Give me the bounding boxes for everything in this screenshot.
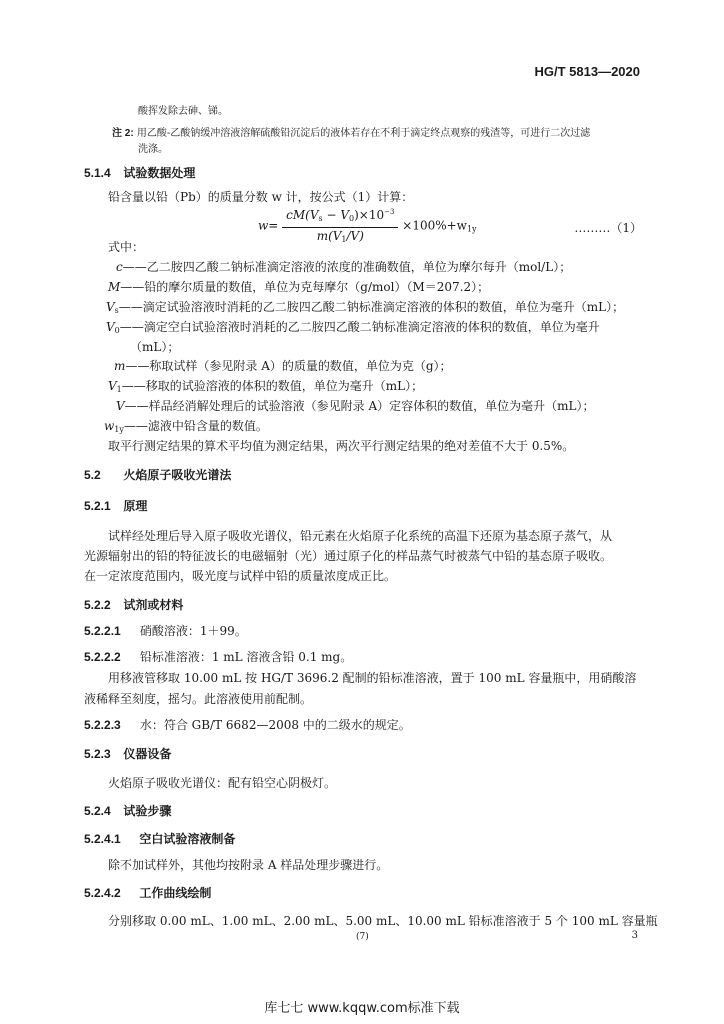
formula-fraction	[282, 204, 398, 248]
note2-line1	[112, 124, 590, 139]
download-watermark: 库七七 www.kqqw.com标准下载	[264, 1001, 460, 1016]
section-number: 5.2.2	[84, 598, 111, 612]
lead-intro: 铅含量以铅（Pb）的质量分数 w 计，按公式（1）计算：	[108, 190, 414, 204]
section-title: 原理	[123, 499, 148, 513]
var-m	[114, 357, 452, 374]
var-w1y	[104, 417, 268, 434]
item-text: 铅标准溶液：1 mL 溶液含铅 0.1 mg。	[139, 650, 353, 664]
var-V1	[108, 377, 423, 394]
item-5-2-2-1	[84, 622, 247, 639]
var-symbol: V	[106, 320, 115, 334]
page-number-right: 3	[631, 930, 638, 941]
var-V	[116, 397, 595, 414]
item-5-2-2-2-para1: 用移液管移取 10.00 mL 按 HG/T 3696.2 配制的铅标准溶液，置于 100 mL 容量瓶中，用硝酸溶	[108, 671, 637, 685]
var-symbol: w	[104, 419, 115, 433]
var-symbol: V	[108, 379, 117, 393]
var-M	[108, 278, 489, 295]
note2-line2: 洗涤。	[138, 144, 168, 155]
formula-denominator	[282, 228, 398, 248]
section-number: 5.1.4	[84, 166, 111, 180]
section-5-2-1-heading	[84, 497, 147, 514]
var-desc: ——滴定空白试验溶液时消耗的乙二胺四乙酸二钠标准滴定溶液的体积的数值，单位为毫升	[119, 320, 600, 334]
var-sub: 0	[114, 326, 120, 335]
formula-number: ………（1）	[574, 221, 642, 235]
var-desc: ——滤液中铅含量的数值。	[123, 419, 268, 433]
page-number-center: (7)	[356, 932, 369, 942]
var-V0	[106, 318, 600, 335]
formula-eq: =	[268, 218, 279, 233]
den-part-b: /V)	[346, 229, 364, 243]
section-number: 5.2.4	[84, 804, 111, 818]
var-c	[116, 258, 571, 275]
item-number: 5.2.2.3	[84, 718, 121, 732]
den-sub-1: 1	[341, 235, 347, 244]
section-title: 工作曲线绘制	[139, 886, 212, 900]
principle-line1: 试样经处理后导入原子吸收光谱仪，铅元素在火焰原子化系统的高温下还原为基态原子蒸气，从	[108, 529, 613, 543]
var-Vs	[106, 298, 624, 315]
principle-line3: 在一定浓度范围内，吸光度与试样中铅的质量浓度成正比。	[84, 569, 397, 583]
section-5-2-4-1-heading	[84, 830, 235, 847]
item-number: 5.2.2.1	[84, 624, 121, 638]
section-number: 5.2.4.2	[84, 886, 121, 900]
formula-1	[258, 204, 477, 248]
blank-prep-text: 除不加试样外，其他均按附录 A 样品处理步骤进行。	[108, 858, 389, 872]
where-label: 式中：	[108, 240, 145, 254]
section-5-2-3-heading	[84, 745, 171, 762]
document-code: HG/T 5813—2020	[534, 64, 640, 79]
var-symbol: V	[106, 300, 115, 314]
note1-tail: 酸挥发除去砷、锑。	[138, 106, 228, 117]
instrument-text: 火焰原子吸收光谱仪：配有铅空心阴极灯。	[108, 776, 337, 790]
formula-numerator	[282, 204, 398, 228]
item-text: 水：符合 GB/T 6682—2008 中的二级水的规定。	[139, 718, 411, 732]
principle-line2: 光源辐射出的铅的特征波长的电磁辐射（光）通过原子化的样品蒸气时被蒸气中铅的基态原子吸收。	[84, 549, 613, 563]
var-desc: ——滴定试验溶液时消耗的乙二胺四乙酸二钠标准滴定溶液的体积的数值，单位为毫升（mL）；	[118, 300, 625, 314]
item-text: 硝酸溶液：1＋99。	[139, 624, 247, 638]
section-title: 仪器设备	[123, 747, 172, 761]
section-number: 5.2.3	[84, 747, 111, 761]
var-desc: ——乙二胺四乙酸二钠标准滴定溶液的浓度的准确数值，单位为摩尔每升（mol/L）；	[122, 260, 572, 274]
num-sub-s: s	[318, 214, 323, 223]
num-part-a: cM(V	[286, 208, 319, 222]
note2-text: 用乙酸-乙酸钠缓冲溶液溶解硫酸铅沉淀后的液体若存在不利于滴定终点观察的残渣等，可进行二次过滤	[136, 128, 591, 139]
var-symbol: M	[108, 280, 121, 294]
section-number: 5.2.4.1	[84, 832, 121, 846]
var-V0-cont: （mL）；	[130, 340, 180, 354]
formula-tail: ×100%+w	[402, 218, 467, 233]
section-5-2-4-2-heading	[84, 884, 211, 901]
item-5-2-2-3	[84, 716, 411, 733]
section-5-2-2-heading	[84, 596, 183, 613]
section-5-2-heading	[84, 466, 231, 483]
calib-curve-text: 分别移取 0.00 mL、1.00 mL、2.00 mL、5.00 mL、10.00 mL 铅标准溶液于 5 个 100 mL 容量瓶	[108, 914, 658, 928]
var-sub: 1y	[114, 425, 124, 434]
num-sup: −3	[384, 208, 395, 216]
section-title: 空白试验溶液制备	[139, 832, 236, 846]
section-number: 5.2.1	[84, 499, 111, 513]
var-desc: ——移取的试验溶液的体积的数值，单位为毫升（mL）；	[121, 379, 424, 393]
note2-prefix: 注 2:	[112, 128, 134, 139]
formula-lhs: w	[258, 218, 269, 233]
section-title: 试剂或材料	[123, 598, 184, 612]
closing-text: 取平行测定结果的算术平均值为测定结果，两次平行测定结果的绝对差值不大于 0.5%。	[108, 439, 575, 453]
section-number: 5.2	[84, 468, 101, 482]
num-part-c: )×10	[354, 208, 385, 222]
section-5-1-4-heading	[84, 164, 195, 181]
var-sub: s	[114, 306, 119, 315]
var-desc: ——称取试样（参见附录 A）的质量的数值，单位为克（g）；	[125, 359, 452, 373]
var-symbol: c	[116, 260, 123, 274]
var-desc: ——铅的摩尔质量的数值，单位为克每摩尔（g/mol）（M＝207.2）；	[120, 280, 490, 294]
den-part-a: m(V	[316, 229, 342, 243]
section-title: 火焰原子吸收光谱法	[123, 468, 232, 482]
num-sub-0: 0	[349, 214, 355, 223]
var-symbol: m	[114, 359, 126, 373]
section-title: 试验步骤	[123, 804, 172, 818]
num-part-b: − V	[322, 208, 349, 222]
formula-tail-sub: 1y	[466, 224, 477, 234]
var-desc: ——样品经消解处理后的试验溶液（参见附录 A）定容体积的数值，单位为毫升（mL）；	[124, 399, 595, 413]
var-sub: 1	[116, 385, 122, 394]
item-number: 5.2.2.2	[84, 650, 121, 664]
section-5-2-4-heading	[84, 802, 171, 819]
section-title: 试验数据处理	[123, 166, 196, 180]
var-symbol: V	[116, 399, 125, 413]
item-5-2-2-2	[84, 648, 352, 665]
item-5-2-2-2-para2: 液稀释至刻度，摇匀。此溶液使用前配制。	[84, 692, 313, 706]
